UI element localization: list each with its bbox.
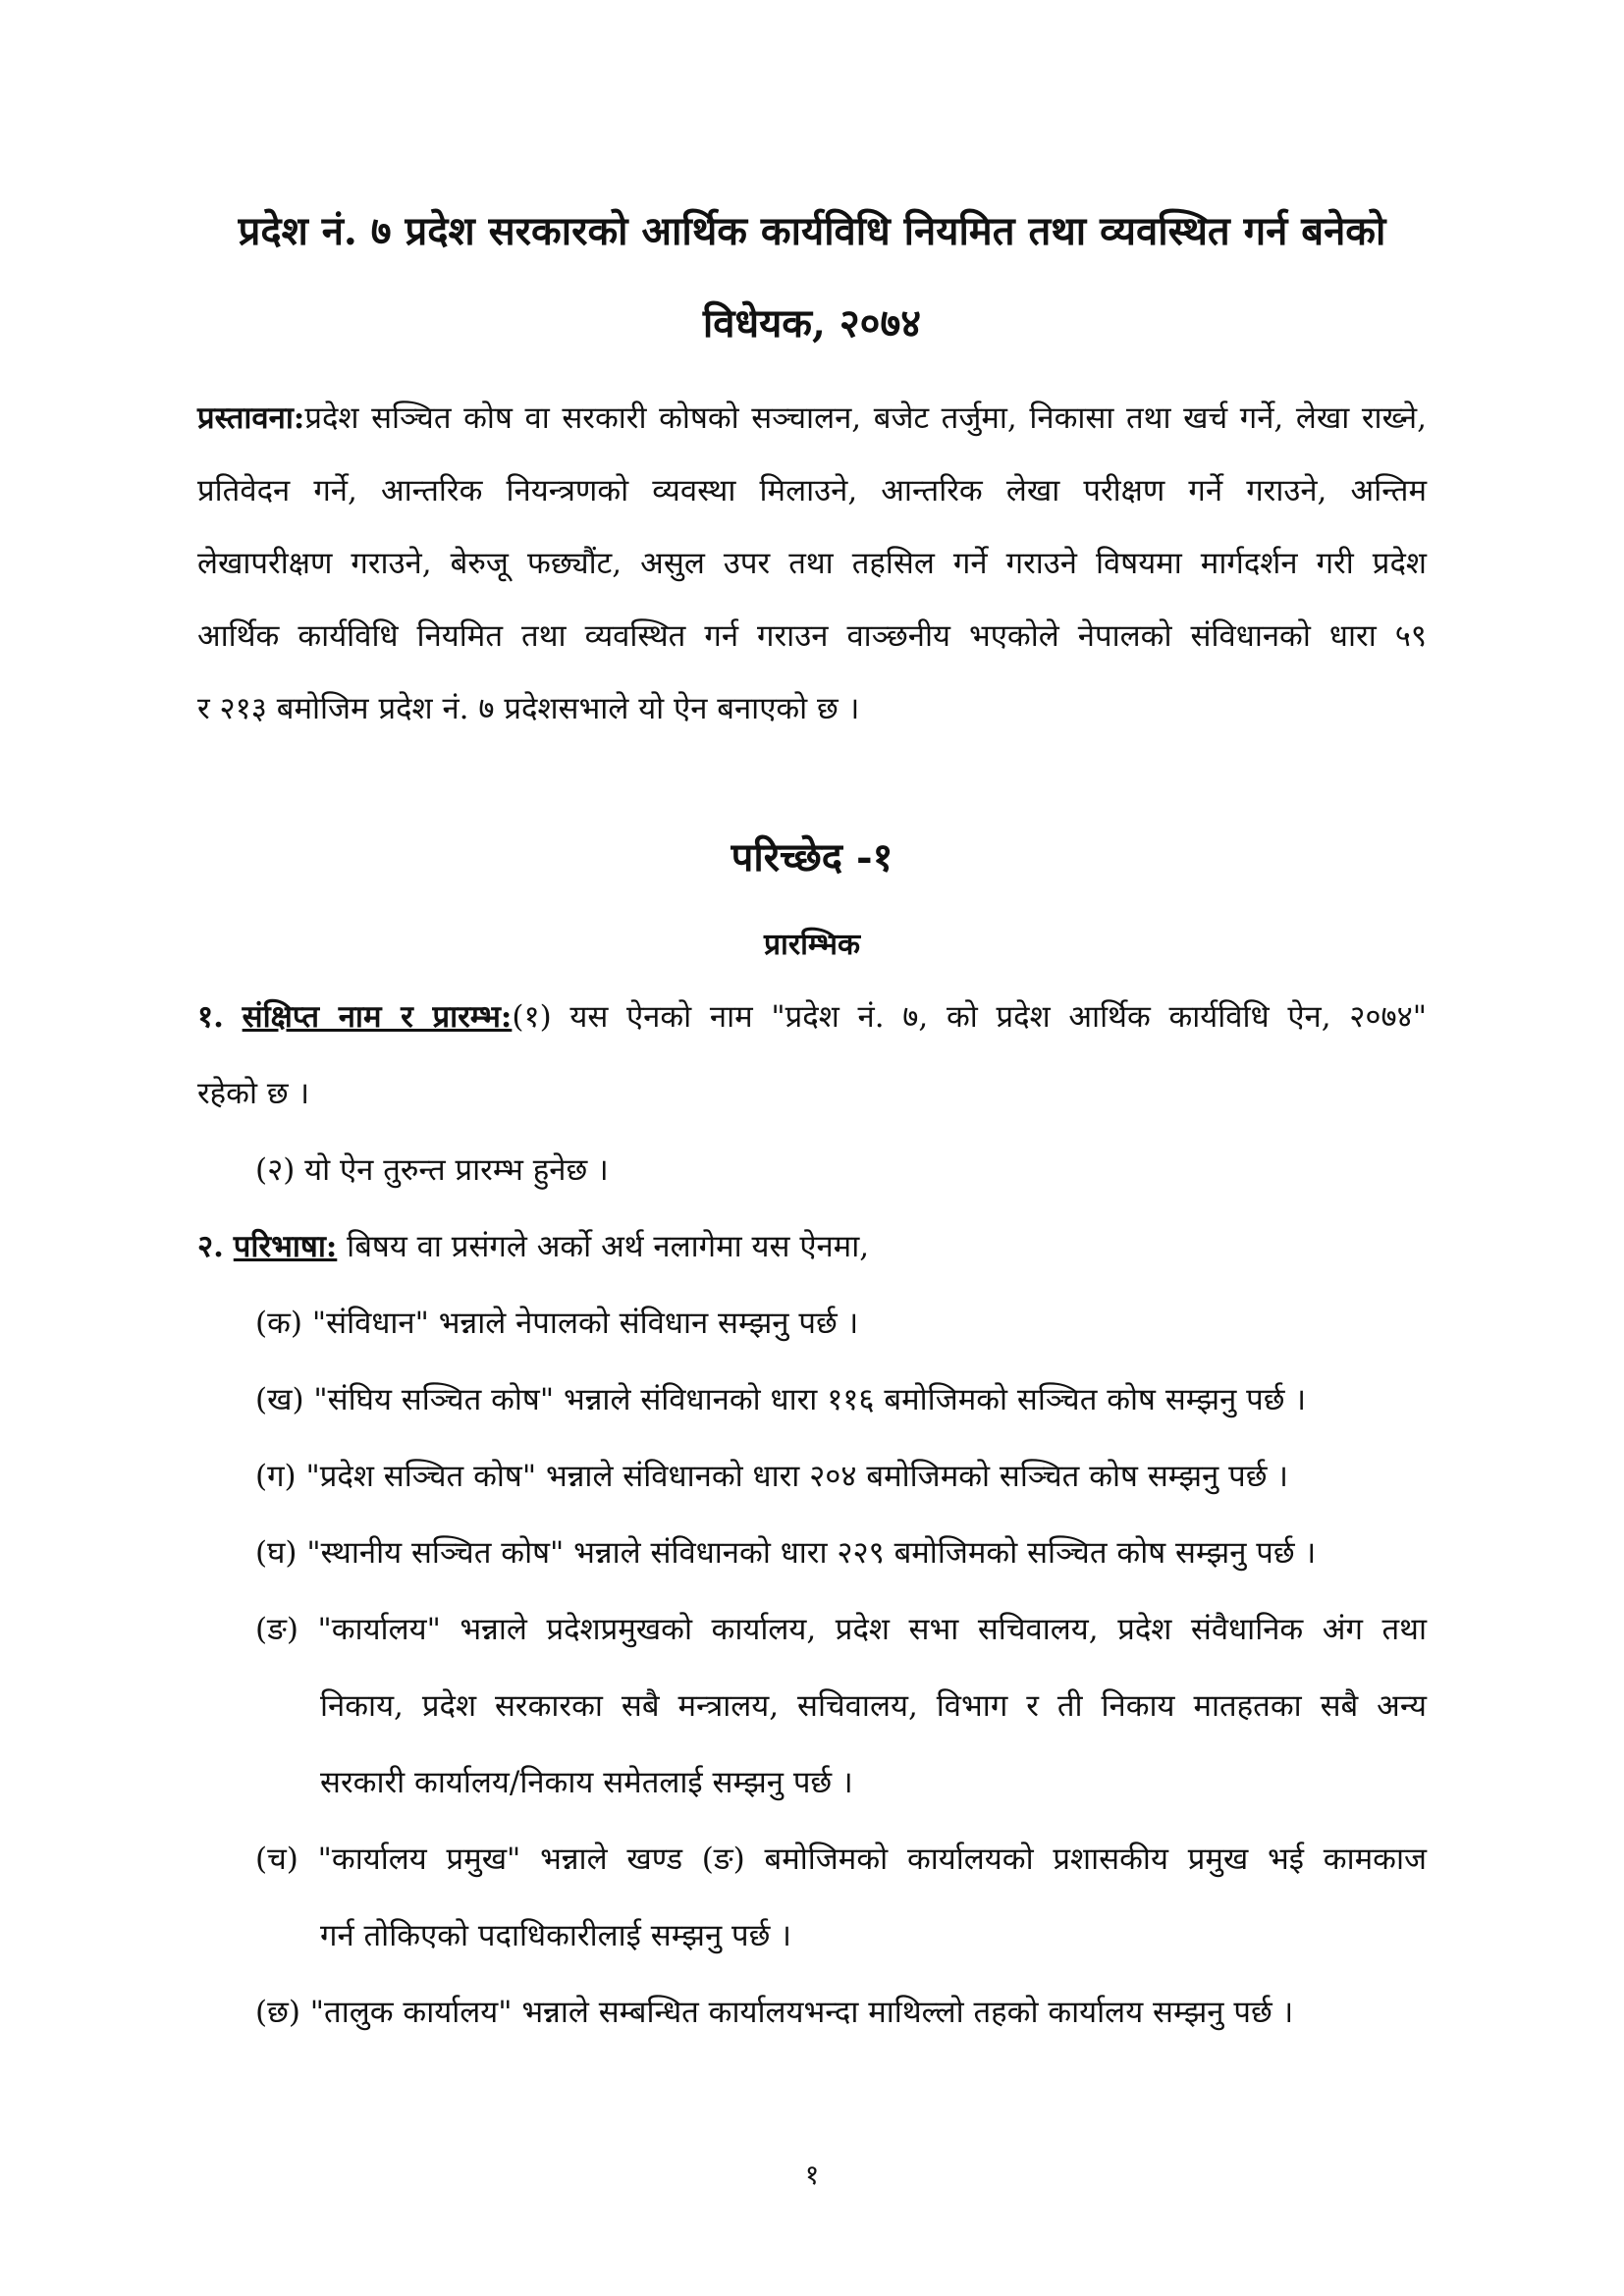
preamble-line-5: र २१३ बमोजिम प्रदेश नं. ७ प्रदेशसभाले यो ऐन बनाएको छ । <box>197 691 860 726</box>
section-1-text: (१) यस ऐनको नाम "प्रदेश नं. ७, को प्रदेश आर्थिक कार्यविधि ऐन, २०७४" <box>512 999 1427 1035</box>
page-number: १ <box>804 2159 820 2191</box>
definition-nga-line-1: (ङ) "कार्यालय" भन्नाले प्रदेशप्रमुखको कार्यालय, प्रदेश सभा सचिवालय, प्रदेश संवैधानिक अंग तथा <box>255 1612 1427 1647</box>
definition-cha-line-2: गर्न तोकिएको पदाधिकारीलाई सम्झनु पर्छ । <box>320 1918 791 1953</box>
document-title-line-1: प्रदेश नं. ७ प्रदेश सरकारको आर्थिक कार्यविधि नियमित तथा व्यवस्थित गर्न बनेको <box>238 208 1386 254</box>
definition-ka: (क) "संविधान" भन्नाले नेपालको संविधान सम्झनु पर्छ । <box>255 1306 859 1341</box>
section-2-number: २. <box>197 1229 224 1264</box>
chapter-subheading: प्रारम्भिक <box>763 928 860 962</box>
section-2-line <box>197 1225 869 1268</box>
definition-nga-line-2: निकाय, प्रदेश सरकारका सबै मन्त्रालय, सचिवालय, विभाग र ती निकाय मातहतका सबै अन्य <box>320 1688 1427 1724</box>
section-1-subsection-2: (२) यो ऐन तुरुन्त प्रारम्भ हुनेछ । <box>255 1152 609 1188</box>
preamble-line-3: लेखापरीक्षण गराउने, बेरुजू फछ्यौंट, असुल उपर तथा तहसिल गर्ने गराउने विषयमा मार्गदर्शन गरी प्रदेश <box>197 546 1427 581</box>
section-1-number: १. <box>197 999 224 1035</box>
document-title-line-2: विधेयक, २०७४ <box>702 300 922 347</box>
preamble-line-1 <box>197 397 1427 440</box>
preamble-line-2: प्रतिवेदन गर्ने, आन्तरिक नियन्त्रणको व्यवस्था मिलाउने, आन्तरिक लेखा परीक्षण गर्ने गराउने, अन्तिम <box>197 473 1427 508</box>
section-1-line-1 <box>197 995 1427 1039</box>
preamble-line-4: आर्थिक कार्यविधि नियमित तथा व्यवस्थित गर्न गराउन वाञ्छनीय भएकोले नेपालको संविधानको धारा ५९ <box>197 618 1427 654</box>
preamble-label: प्रस्तावना: <box>197 400 305 436</box>
section-1-line-2: रहेको छ । <box>197 1076 310 1111</box>
definition-cha-line-1: (च) "कार्यालय प्रमुख" भन्नाले खण्ड (ङ) बमोजिमको कार्यालयको प्रशासकीय प्रमुख भई कामकाज <box>255 1842 1427 1877</box>
definition-ga: (ग) "प्रदेश सञ्चित कोष" भन्नाले संविधानको धारा २०४ बमोजिमको सञ्चित कोष सम्झनु पर्छ । <box>255 1459 1289 1494</box>
definition-gha: (घ) "स्थानीय सञ्चित कोष" भन्नाले संविधानको धारा २२९ बमोजिमको सञ्चित कोष सम्झनु पर्छ । <box>255 1535 1317 1571</box>
definition-kha: (ख) "संघिय सञ्चित कोष" भन्नाले संविधानको धारा ११६ बमोजिमको सञ्चित कोष सम्झनु पर्छ । <box>255 1382 1307 1417</box>
chapter-heading: परिच्छेद -१ <box>731 834 893 881</box>
section-2-heading: परिभाषा: <box>233 1229 338 1264</box>
definition-nga-line-3: सरकारी कार्यालय/निकाय समेतलाई सम्झनु पर्छ । <box>320 1765 853 1800</box>
section-2-intro: बिषय वा प्रसंगले अर्को अर्थ नलागेमा यस ऐनमा, <box>347 1229 870 1264</box>
definition-chha: (छ) "तालुक कार्यालय" भन्नाले सम्बन्धित कार्यालयभन्दा माथिल्लो तहको कार्यालय सम्झनु पर्छ । <box>255 1995 1294 2030</box>
preamble-text-1: प्रदेश सञ्चित कोष वा सरकारी कोषको सञ्चालन, बजेट तर्जुमा, निकासा तथा खर्च गर्ने, लेखा राख्ने, <box>304 400 1427 436</box>
section-1-heading: संक्षिप्त नाम र प्रारम्भ: <box>242 999 513 1035</box>
